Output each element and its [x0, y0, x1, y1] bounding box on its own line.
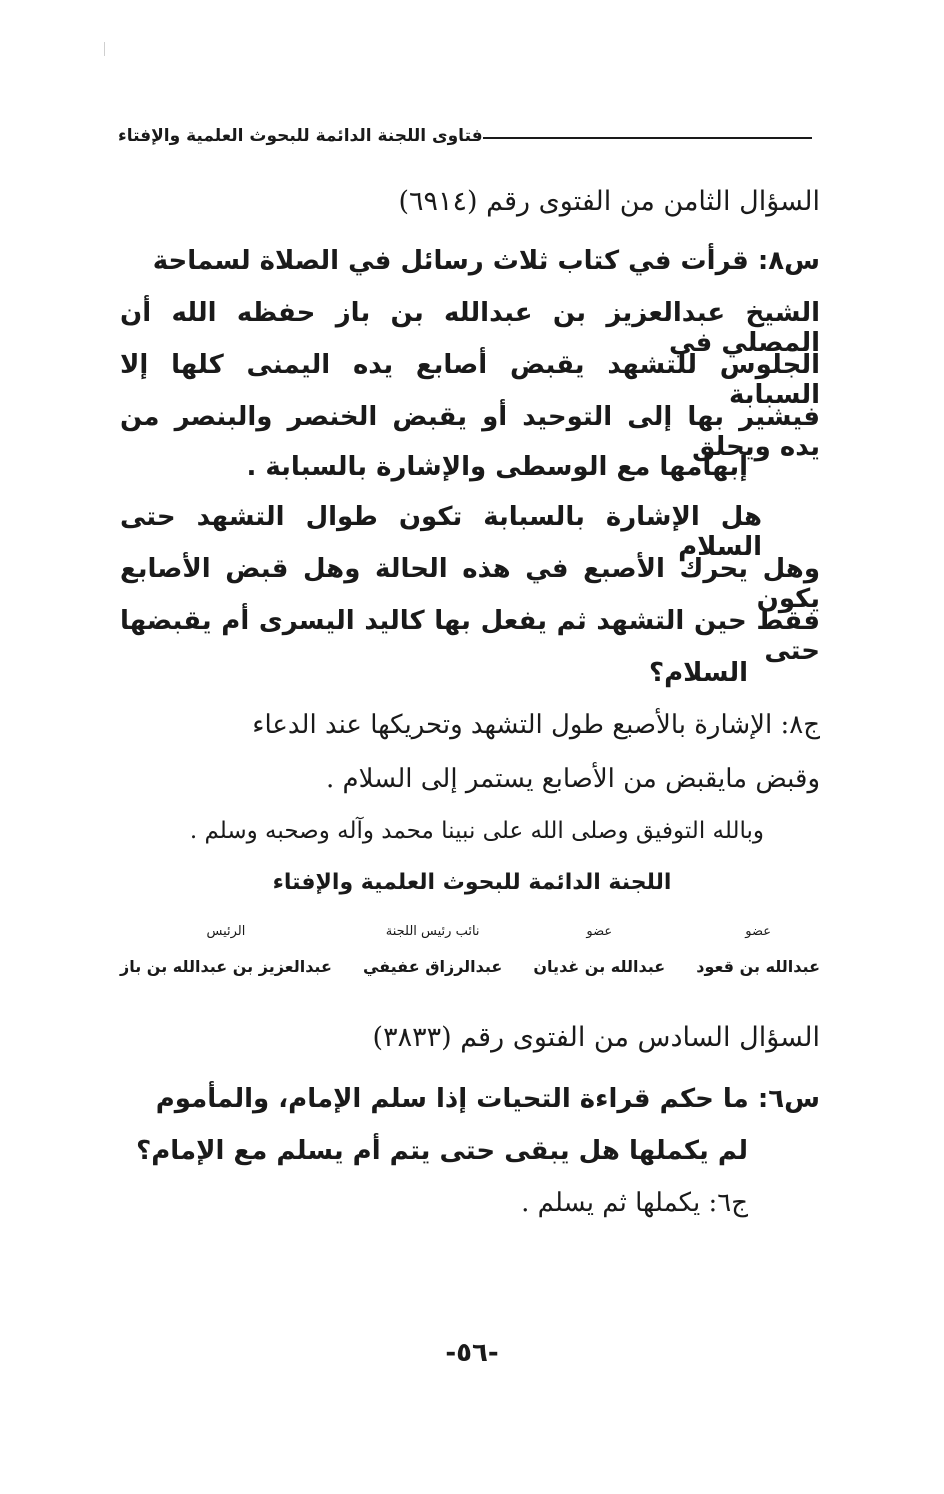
committee-member — [363, 924, 502, 976]
q2-heading: السؤال السادس من الفتوى رقم (٣٨٣٣) — [372, 1022, 820, 1053]
q2-answer: ج٦: يكملها ثم يسلم . — [521, 1188, 748, 1218]
member-role: عضو — [745, 924, 771, 939]
q1-answer-line: وقبض مايقبض من الأصابع يستمر إلى السلام . — [326, 764, 820, 794]
committee-title: اللجنة الدائمة للبحوث العلمية والإفتاء — [272, 870, 672, 895]
q1-question-line: فيشير بها إلى التوحيد أو يقبض الخنصر والبنصر من يده ويحلق — [120, 402, 820, 462]
member-name: عبدالعزيز بن عبدالله بن باز — [120, 957, 332, 976]
q1-question2-line: هل الإشارة بالسبابة تكون طوال التشهد حتى السلام — [120, 502, 762, 562]
member-role: عضو — [586, 924, 613, 939]
q2-question-line: لم يكملها هل يبقى حتى يتم أم يسلم مع الإمام؟ — [136, 1136, 748, 1166]
header-rule — [483, 137, 812, 139]
committee-member — [696, 924, 820, 976]
member-role: الرئيس — [206, 924, 246, 939]
q1-question-line: الشيخ عبدالعزيز بن عبدالله بن باز حفظه الله أن المصلي في — [120, 298, 820, 358]
q1-question2-line: فقط حين التشهد ثم يفعل بها كاليد اليسرى أم يقبضها حتى — [120, 606, 820, 666]
running-header — [118, 118, 820, 154]
q1-question2-line: وهل يحرك الأصبع في هذه الحالة وهل قبض الأصابع يكون — [120, 554, 820, 614]
scan-mark — [104, 42, 105, 56]
committee-signatures — [120, 924, 820, 976]
q1-heading: السؤال الثامن من الفتوى رقم (٦٩١٤) — [398, 186, 820, 217]
page-number: -٥٦- — [445, 1338, 499, 1368]
committee-member — [533, 924, 665, 976]
q1-question2-line: السلام؟ — [648, 658, 748, 688]
member-name: عبدالله بن غديان — [533, 957, 666, 976]
q1-closing: وبالله التوفيق وصلى الله على نبينا محمد وآله وصحبه وسلم . — [189, 818, 764, 844]
q1-answer-line: ج٨: الإشارة بالأصبع طول التشهد وتحريكها عند الدعاء — [252, 710, 820, 740]
q1-question-line: الجلوس للتشهد يقبض أصابع يده اليمنى كلها إلا السبابة — [120, 350, 820, 410]
header-title: فتاوى اللجنة الدائمة للبحوث العلمية والإفتاء — [118, 126, 483, 146]
member-name: عبدالله بن قعود — [696, 957, 820, 976]
member-name: عبدالرزاق عفيفي — [362, 957, 503, 976]
member-role: نائب رئيس اللجنة — [385, 924, 480, 939]
committee-member — [120, 924, 332, 976]
q2-question-line: س٦: ما حكم قراءة التحيات إذا سلم الإمام، والمأموم — [155, 1084, 820, 1114]
q1-question-line: س٨: قرأت في كتاب ثلاث رسائل في الصلاة لسماحة — [152, 246, 820, 276]
q1-question-line: إبهامها مع الوسطى والإشارة بالسبابة . — [246, 452, 748, 482]
